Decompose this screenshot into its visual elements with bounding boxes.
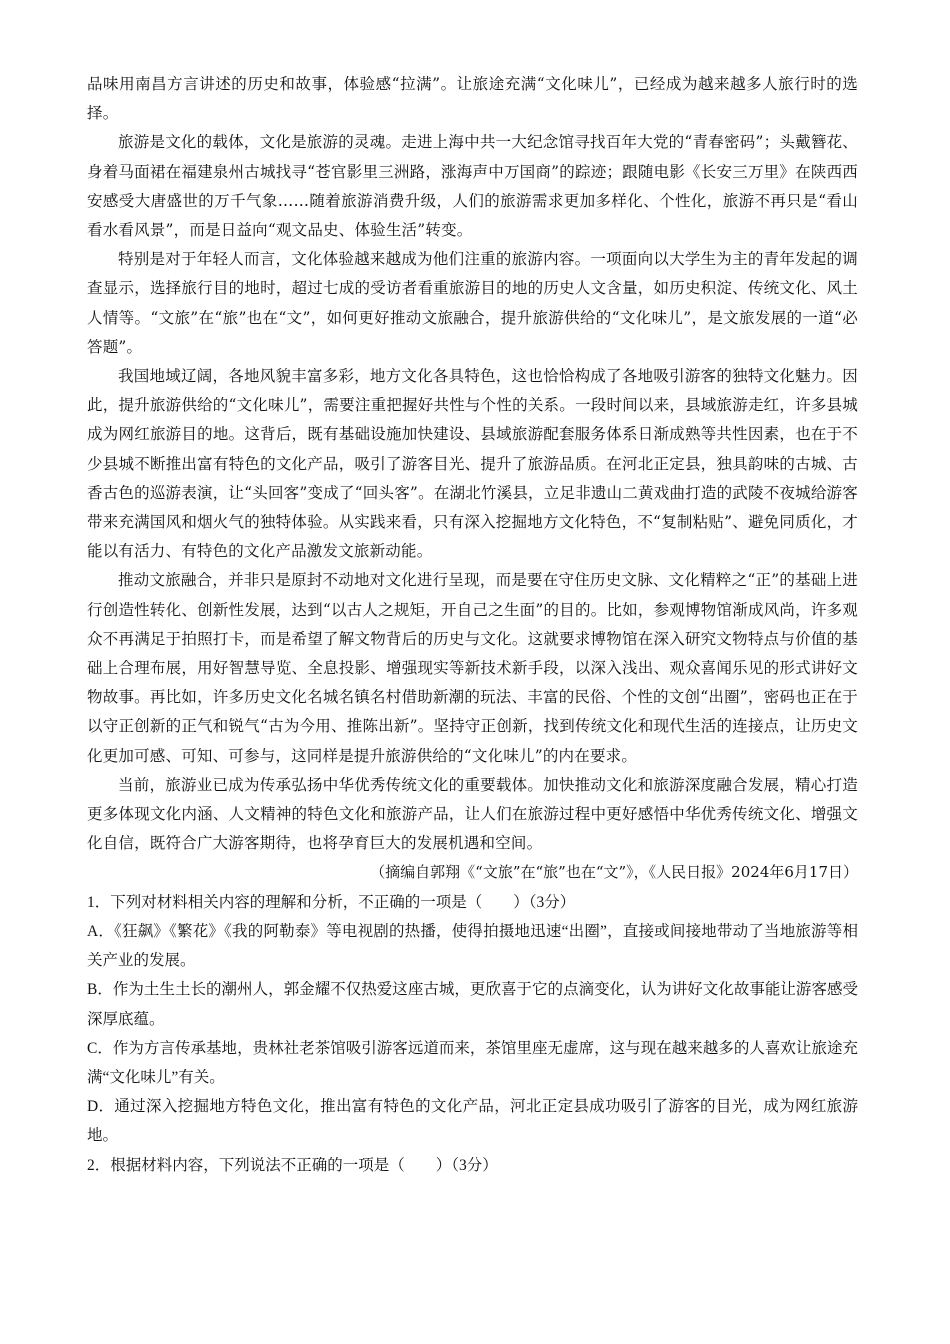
question-1-stem: 1．下列对材料相关内容的理解和分析，不正确的一项是（ ）（3分）	[87, 893, 576, 911]
question-1-option-a: A．《狂飙》《繁花》《我的阿勒泰》等电视剧的热播，使得拍摄地迅速“出圈”，直接或间接地带动了当地旅游等相关产业的发展。	[87, 922, 858, 970]
article-paragraph-1: 旅游是文化的载体，文化是旅游的灵魂。走进上海中共一大纪念馆寻找百年大党的“青春密码”；头戴簪花、身着马面裙在福建泉州古城找寻“苍官影里三洲路，涨海声中万国商”的踪迹；跟随电影《长安三万里》在陕西西安感受大唐盛世的万千气象……随着旅游消费升级，人们的旅游需求更加多样化、个性化，旅游不再只是“看山看水看风景”，而是日益向“观文品史、体验生活”转变。	[87, 133, 858, 240]
article-paragraph-3: 我国地域辽阔，各地风貌丰富多彩，地方文化各具特色，这也恰恰构成了各地吸引游客的独特文化魅力。因此，提升旅游供给的“文化味儿”，需要注重把握好共性与个性的关系。一段时间以来，县域旅游走红，许多县城成为网红旅游目的地。这背后，既有基础设施加快建设、县域旅游配套服务体系日渐成熟等共性因素，也在于不少县城不断推出富有特色的文化产品，吸引了游客目光、提升了旅游品质。在河北正定县，独具韵味的古城、古香古色的巡游表演，让“头回客”变成了“回头客”。在湖北竹溪县，立足非遗山二黄戏曲打造的武陵不夜城给游客带来充满国风和烟火气的独特体验。从实践来看，只有深入挖掘地方文化特色，不“复制粘贴”、避免同质化，才能以有活力、有特色的文化产品激发文旅新动能。	[87, 367, 858, 561]
question-1-option-b: B．作为土生土长的潮州人，郭金耀不仅热爱这座古城，更欣喜于它的点滴变化，认为讲好文化故事能让游客感受深厚底蕴。	[87, 981, 858, 1028]
document-page	[87, 70, 858, 1180]
article-source: （摘编自郭翔《“文旅”在“旅”也在“文”》，《人民日报》2024年6月17日）	[370, 863, 858, 882]
article-paragraph-4: 推动文旅融合，并非只是原封不动地对文化进行呈现，而是要在守住历史文脉、文化精粹之“正”的基础上进行创造性转化、创新性发展，达到“以古人之规矩，开自己之生面”的目的。比如，参观博物馆渐成风尚，许多观众不再满足于拍照打卡，而是希望了解文物背后的历史与文化。这就要求博物馆在深入研究文物特点与价值的基础上合理布展，用好智慧导览、全息投影、增强现实等新技术新手段，以深入浅出、观众喜闻乐见的形式讲好文物故事。再比如，许多历史文化名城名镇名村借助新潮的玩法、丰富的民俗、个性的文创“出圈”，密码也正在于以守正创新的正气和锐气“古为今用、推陈出新”。坚持守正创新，找到传统文化和现代生活的连接点，让历史文化更加可感、可知、可参与，这同样是提升旅游供给的“文化味儿”的内在要求。	[87, 571, 858, 765]
question-1-option-c: C．作为方言传承基地，贵林社老茶馆吸引游客远道而来，茶馆里座无虚席，这与现在越来越多的人喜欢让旅途充满“文化味儿”有关。	[87, 1039, 858, 1086]
article-paragraph-5: 当前，旅游业已成为传承弘扬中华优秀传统文化的重要载体。加快推动文化和旅游深度融合发展，精心打造更多体现文化内涵、人文精神的特色文化和旅游产品，让人们在旅游过程中更好感悟中华优秀传统文化、增强文化自信，既符合广大游客期待，也将孕育巨大的发展机遇和空间。	[87, 775, 858, 853]
question-2-stem: 2．根据材料内容，下列说法不正确的一项是（ ）（3分）	[87, 1156, 498, 1174]
article-paragraph-continued: 品味用南昌方言讲述的历史和故事，体验感“拉满”。让旅途充满“文化味儿”，已经成为越来越多人旅行时的选择。	[87, 75, 858, 123]
article-paragraph-2: 特别是对于年轻人而言，文化体验越来越成为他们注重的旅游内容。一项面向以大学生为主的青年发起的调查显示，选择旅行目的地时，超过七成的受访者看重旅游目的地的历史人文含量，如历史积淀、传统文化、风土人情等。“文旅”在“旅”也在“文”，如何更好推动文旅融合，提升旅游供给的“文化味儿”，是文旅发展的一道“必答题”。	[87, 250, 858, 356]
question-1-option-d: D．通过深入挖掘地方特色文化，推出富有特色的文化产品，河北正定县成功吸引了游客的目光，成为网红旅游地。	[87, 1098, 858, 1145]
